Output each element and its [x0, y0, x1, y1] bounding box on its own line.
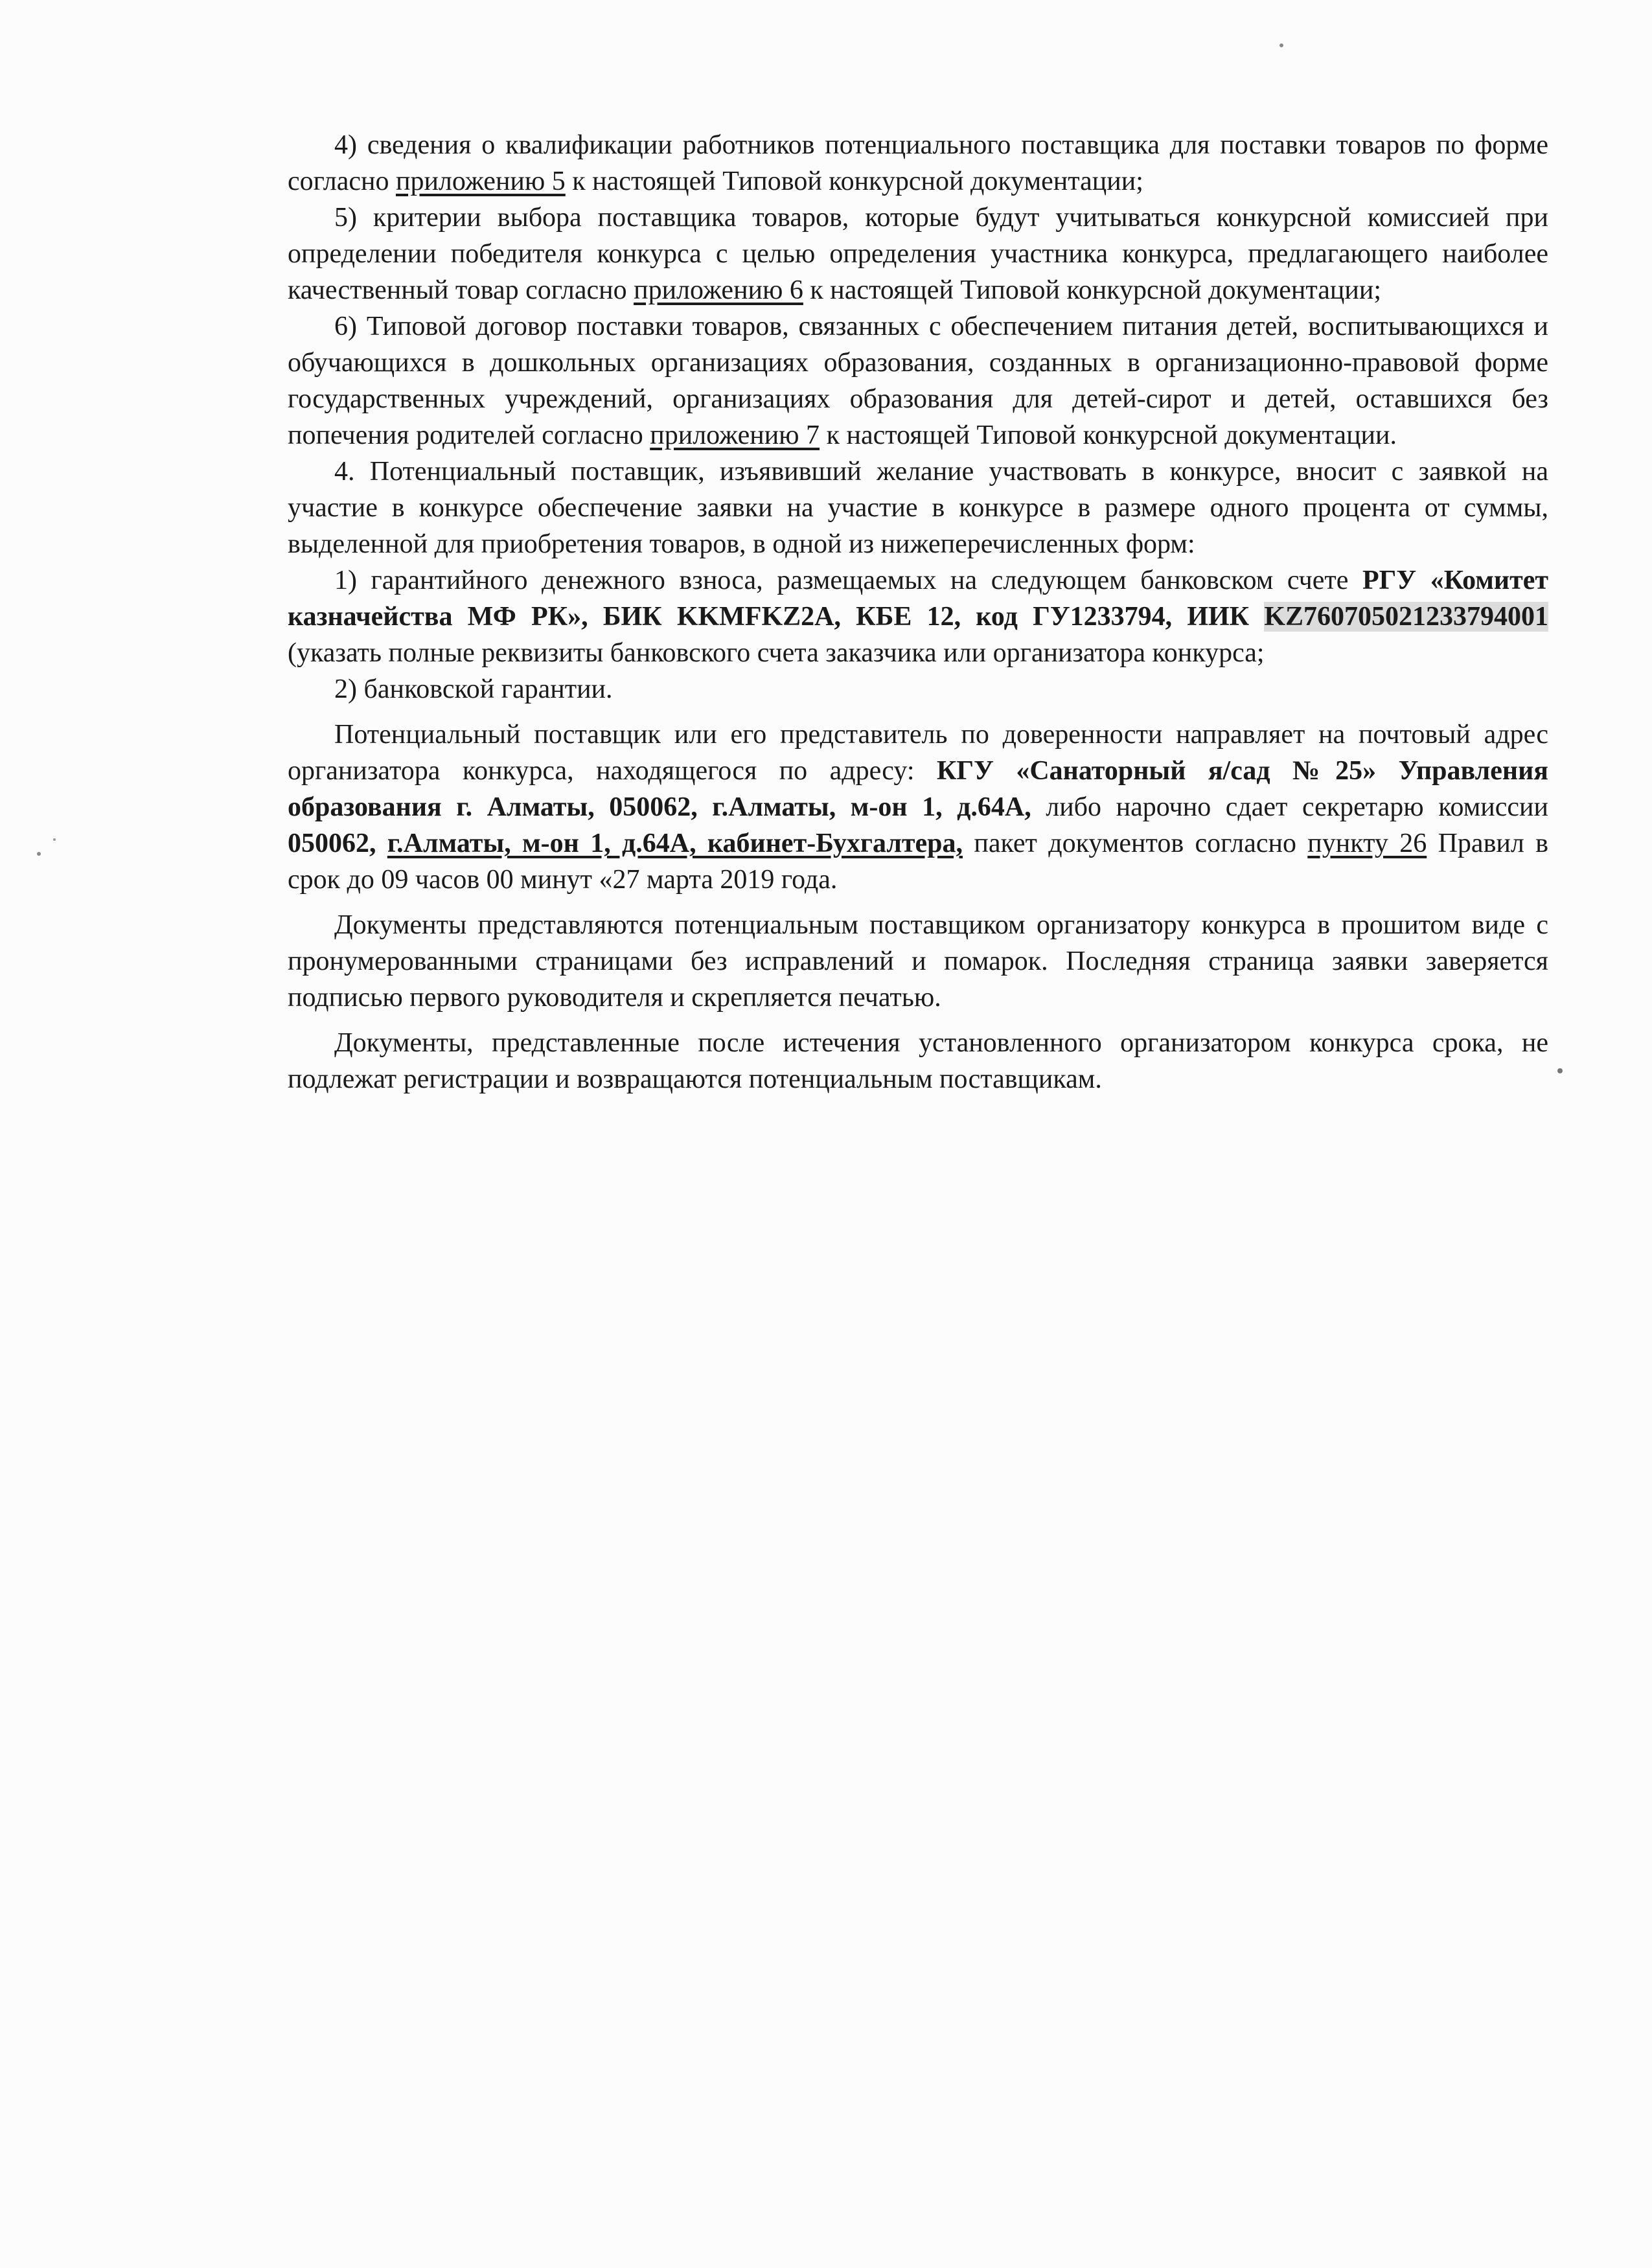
document-body [288, 127, 1548, 1097]
bank-details: РГУ «Комитет казначейства МФ РК», БИК KKMFKZ2A, КБЕ 12, код ГУ1233794, ИИК [288, 566, 1548, 632]
item-4-sub-4: 4) сведения о квалификации работников потенциального поставщика для поставки товаров по форме согласно приложению 5 к настоящей Типовой конкурсной документации; [288, 130, 1548, 196]
appendix-7-link[interactable]: приложению 7 [650, 420, 820, 450]
section-4-intro: 4. Потенциальный поставщик, изъявивший желание участвовать в конкурсе, вносит с заявкой на участие в конкурсе обеспечение заявки на участие в конкурсе в размере одного процента от суммы, выделенной для приобретения товаров, в одной из нижеперечисленных форм: [288, 457, 1548, 559]
clause-26-link[interactable]: пункту 26 [1307, 829, 1427, 858]
office-address: г.Алматы, м-он 1, д.64А, кабинет-Бухгалтера, [387, 829, 963, 858]
security-form-2: 2) банковской гарантии. [334, 674, 613, 704]
security-form-1: 1) гарантийного денежного взноса, размещаемых на следующем банковском счете РГУ «Комитет казначейства МФ РК», БИК KKMFKZ2A, КБЕ 12, код ГУ1233794, ИИК KZ760705021233794001 (указать полные реквизиты банковского счета заказчика или организатора конкурса; [288, 566, 1548, 668]
iik-number: KZ760705021233794001 [1264, 602, 1548, 632]
documents-late-paragraph: Документы, представленные после истечения установленного организатором конкурса срока, не подлежат регистрации и возвращаются потенциальным поставщикам. [288, 1028, 1548, 1094]
appendix-6-link[interactable]: приложению 6 [634, 275, 803, 305]
appendix-5-link[interactable]: приложению 5 [395, 166, 566, 196]
postal-index: 050062, [288, 829, 387, 858]
item-4-sub-5: 5) критерии выбора поставщика товаров, которые будут учитываться конкурсной комиссией при определении победителя конкурса с целью определения участника конкурса, предлагающего наиболее качественный товар согласно приложению 6 к настоящей Типовой конкурсной документации; [288, 203, 1548, 305]
submission-paragraph: Потенциальный поставщик или его представитель по доверенности направляет на почтовый адрес организатора конкурса, находящегося по адресу: КГУ «Санаторный я/сад №25» Управления образования г. Алматы, 050062, г.Алматы, м-он 1, д.64А, либо нарочно сдает секретарю комиссии 050062, г.Алматы, м-он 1, д.64А, кабинет-Бухгалтера, пакет документов согласно пункту 26 Правил в срок до 09 часов 00 минут «27 марта 2019 года. [288, 720, 1548, 895]
organizer-address: КГУ «Санаторный я/сад №25» Управления образования г. Алматы, 050062, г.Алматы, м-он 1, д.64А, [288, 756, 1548, 822]
item-4-sub-6: 6) Типовой договор поставки товаров, связанных с обеспечением питания детей, воспитывающихся и обучающихся в дошкольных организациях образования, созданных в организационно-правовой форме государственных учреждений, организациях образования для детей-сирот и детей, оставшихся без попечения родителей согласно приложению 7 к настоящей Типовой конкурсной документации. [288, 312, 1548, 450]
documents-bound-paragraph: Документы представляются потенциальным поставщиком организатору конкурса в прошитом виде с пронумерованными страницами без исправлений и помарок. Последняя страница заявки заверяется подписью первого руководителя и скрепляется печатью. [288, 910, 1548, 1013]
